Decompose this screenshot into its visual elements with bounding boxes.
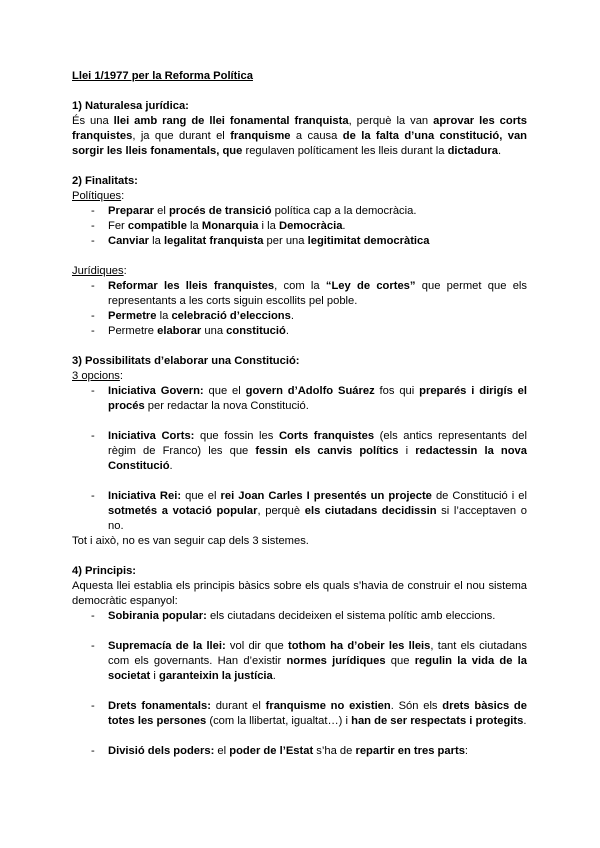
list-spacer [72, 624, 527, 639]
list-item [72, 234, 527, 249]
text-run: : [464, 745, 469, 757]
section-intro: Aquesta llei establia els principis bàsics sobre els quals s’havia de construir el nou sistema democràtic espanyol: [72, 580, 527, 607]
bold-text: Corts franquistes [278, 430, 375, 442]
text-run: . [285, 325, 289, 337]
text-run: Permetre [108, 325, 158, 337]
text-run: que el [203, 385, 246, 397]
text-run: . [169, 460, 173, 472]
list-spacer [72, 684, 527, 699]
section-heading: 2) Finalitats: [72, 175, 138, 187]
bold-text: els ciutadans decidissin [304, 505, 437, 517]
bold-text: han de ser respectats i protegits [351, 715, 524, 727]
bold-text: garanteixin la justícia [158, 670, 273, 682]
text-run: la [149, 235, 164, 247]
section-footer: Tot i això, no es van seguir cap dels 3 sistemes. [72, 535, 309, 547]
text-run: que el [181, 490, 221, 502]
subheading-politiques: Polítiques: [72, 190, 125, 202]
bold-text: celebració d’eleccions [171, 310, 291, 322]
text-run: (els antics representants del règim de Franco) les que [108, 430, 527, 457]
section-heading: 4) Principis: [72, 565, 137, 577]
document-content [72, 69, 527, 759]
text-run: a causa [290, 130, 343, 142]
bold-text: Permetre [108, 310, 157, 322]
text-run: vol dir que [225, 640, 288, 652]
bold-text: franquisme [230, 130, 291, 142]
text-run: que [385, 655, 415, 667]
list-item [72, 309, 527, 324]
section-heading: 1) Naturalesa jurídica: [72, 100, 189, 112]
list-item [72, 639, 527, 684]
bold-text: elaborar [157, 325, 202, 337]
bold-text: Iniciativa Corts: [108, 430, 195, 442]
bold-text: Canviar [108, 235, 150, 247]
section-possibilitats [72, 354, 527, 549]
bold-text: Democràcia [278, 220, 343, 232]
text-run: per redactar la nova Constitució. [144, 400, 309, 412]
section-heading: 3) Possibilitats d’elaborar una Constitució: [72, 355, 300, 367]
text-run: la [156, 310, 172, 322]
text-run: . [290, 310, 294, 322]
list-item [72, 324, 527, 339]
text-run: , com la [274, 280, 326, 292]
bold-text: govern d’Adolfo Suárez [245, 385, 375, 397]
text-run: el [214, 745, 230, 757]
section-finalitats [72, 174, 527, 339]
text-run: el [154, 205, 169, 217]
text-run: si l’acceptaven o no. [108, 505, 527, 532]
text-run: regulaven políticament les lleis durant la [242, 145, 448, 157]
bold-text: de la falta d’una constitució, van sorgir les lleis fonamentals, que [72, 130, 528, 157]
list-juridiques [72, 279, 527, 339]
list-item [72, 279, 527, 309]
list-item [72, 699, 527, 729]
text-run: una [201, 325, 227, 337]
text-run: fos qui [374, 385, 420, 397]
list-item [72, 219, 527, 234]
list-politiques [72, 204, 527, 249]
list-opcions [72, 384, 527, 534]
text-run: durant el [210, 700, 266, 712]
list-item [72, 489, 527, 534]
bold-text: Iniciativa Govern: [108, 385, 204, 397]
text-run: , tant els ciutadans com els governants. Han d’existir [108, 640, 527, 667]
bold-text: compatible [127, 220, 187, 232]
bold-text: constitució [226, 325, 286, 337]
bold-text: normes jurídiques [286, 655, 386, 667]
text-run: que fossin les [194, 430, 279, 442]
bold-text: rei Joan Carles I presentés un projecte [220, 490, 432, 502]
text-run: . [497, 145, 502, 157]
bold-text: Supremacía de la llei: [108, 640, 226, 652]
bold-text: aprovar les corts franquistes [72, 115, 527, 142]
bold-text: legitimitat democràtica [307, 235, 430, 247]
list-item [72, 429, 527, 474]
bold-text: drets bàsics de totes les persones [108, 700, 527, 727]
bold-text: Divisió dels poders: [108, 745, 215, 757]
text-run: els ciutadans decideixen el sistema polític amb eleccions. [206, 610, 496, 622]
text-run: . [342, 220, 346, 232]
text-run: (com la llibertat, igualtat…) i [206, 715, 352, 727]
text-run: s’ha de [313, 745, 356, 757]
bold-text: repartir en tres parts [355, 745, 465, 757]
text-run: política cap a la democràcia. [271, 205, 417, 217]
list-item [72, 384, 527, 414]
list-principis [72, 609, 527, 759]
text-run: Fer [108, 220, 128, 232]
text-run: i la [258, 220, 279, 232]
bold-text: Preparar [108, 205, 155, 217]
text-run: la [186, 220, 202, 232]
list-spacer [72, 414, 527, 429]
bold-text: franquisme no existien [265, 700, 391, 712]
list-item [72, 609, 527, 624]
text-run: És una [72, 115, 114, 127]
text-run: . [272, 670, 276, 682]
list-spacer [72, 729, 527, 744]
text-run: que permet que els representants a les corts siguin escollits pel poble. [108, 280, 527, 307]
text-run: i [150, 670, 159, 682]
section-naturalesa [72, 99, 527, 159]
bold-text: tothom ha d’obeir les lleis [287, 640, 431, 652]
list-spacer [72, 474, 527, 489]
bold-text: Drets fonamentals: [108, 700, 211, 712]
list-item [72, 744, 527, 759]
section-principis [72, 564, 527, 759]
bold-text: llei amb rang de llei fonamental franquista [113, 115, 349, 127]
bold-text: redactessin la nova Constitució [108, 445, 527, 472]
bold-text: regulin la vida de la societat [108, 655, 527, 682]
text-run: . Són els [390, 700, 443, 712]
bold-text: preparés i dirigís el procés [108, 385, 527, 412]
bold-text: poder de l’Estat [229, 745, 314, 757]
text-run: de Constitució i el [431, 490, 528, 502]
document-title: Llei 1/1977 per la Reforma Política [72, 70, 253, 82]
bold-text: Reformar les lleis franquistes [108, 280, 275, 292]
bold-text: procés de transició [168, 205, 272, 217]
text-run: . [523, 715, 527, 727]
subheading-juridiques: Jurídiques: [72, 265, 127, 277]
list-item [72, 204, 527, 219]
text-run: , perquè [257, 505, 305, 517]
section-paragraph [72, 114, 527, 159]
bold-text: fessin els canvis polítics [255, 445, 399, 457]
bold-text: sotmetés a votació popular [108, 505, 258, 517]
bold-text: Monarquia [201, 220, 259, 232]
bold-text: Iniciativa Rei: [108, 490, 182, 502]
bold-text: Sobirania popular: [108, 610, 207, 622]
text-run: i [398, 445, 416, 457]
text-run: , ja que durant el [132, 130, 231, 142]
text-run: per una [263, 235, 308, 247]
bold-text: dictadura [447, 145, 498, 157]
bold-text: legalitat franquista [163, 235, 264, 247]
text-run: , perquè la van [348, 115, 434, 127]
subheading-opcions: 3 opcions: [72, 370, 124, 382]
bold-text: “Ley de cortes” [325, 280, 416, 292]
